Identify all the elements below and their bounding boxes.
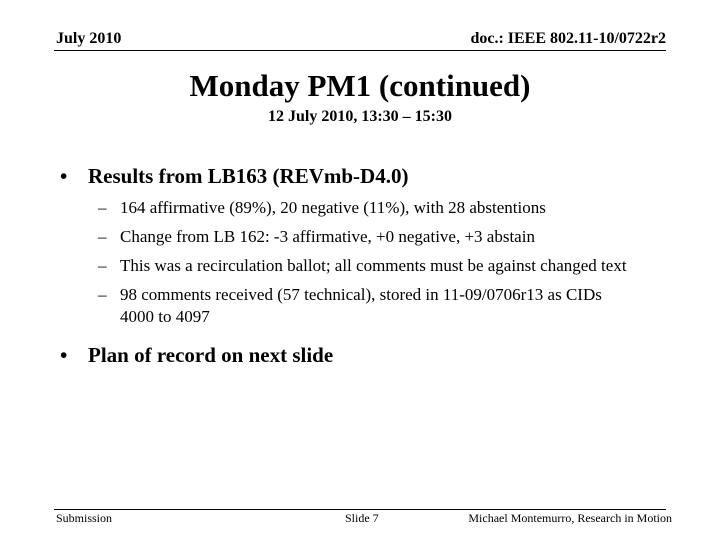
slide-title: Monday PM1 (continued) (189, 68, 531, 103)
header-divider (54, 50, 666, 51)
sub-bullet-item (98, 197, 680, 219)
bullet-mark: • (60, 343, 68, 367)
dash-mark: – (98, 227, 107, 246)
dash-mark: – (98, 198, 107, 217)
footer-divider (54, 509, 666, 510)
header-document-id: doc.: IEEE 802.11-10/0722r2 (470, 30, 666, 47)
slide-body (60, 163, 680, 368)
slide-subtitle: 12 July 2010, 13:30 – 15:30 (268, 108, 452, 125)
footer-author: Michael Montemurro, Research in Motion (468, 511, 672, 525)
sub-bullet-list (60, 197, 680, 328)
sub-bullet-item (98, 226, 680, 248)
sub-bullet-item (98, 284, 680, 328)
bullet-item (60, 342, 680, 368)
sub-bullet-item (98, 255, 680, 277)
bullet-text: Plan of record on next slide (88, 343, 334, 367)
footer-submission: Submission (56, 511, 113, 525)
bullet-text: Results from LB163 (REVmb-D4.0) (88, 164, 409, 188)
sub-bullet-text: This was a recirculation ballot; all comments must be against changed text (120, 256, 627, 275)
header-date: July 2010 (56, 30, 122, 47)
sub-bullet-text: 164 affirmative (89%), 20 negative (11%), with 28 abstentions (120, 198, 546, 217)
sub-bullet-text: Change from LB 162: -3 affirmative, +0 negative, +3 abstain (120, 227, 535, 246)
dash-mark: – (98, 285, 107, 304)
sub-bullet-text: 98 comments received (57 technical), stored in 11-09/0706r13 as CIDs 4000 to 4097 (120, 285, 602, 326)
footer-slide-number: Slide 7 (345, 511, 379, 525)
bullet-mark: • (60, 164, 68, 188)
dash-mark: – (98, 256, 107, 275)
bullet-item (60, 163, 680, 189)
